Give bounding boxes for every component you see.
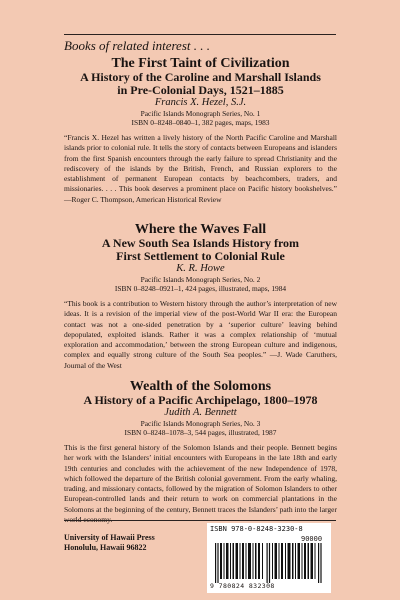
- book-review: This is the first general history of the Solomon Islands and their people. Bennett begins her work with the Islanders’ initial encounters with Europeans in the late 18th and early 19th centuries and concludes with the achievement of the new Independence of 1978, which followed the departure of the British colonial government. From the early whaling, trading, and missionary contacts, followed by the migration of Solomon Islanders to other European-controlled lands and their return to work on commercial plantations in the Solomons at the beginning of the century, Bennett traces the Islanders’ path into the larger: [64, 443, 337, 514]
- barcode-price-code: 90000: [301, 535, 323, 543]
- book-review: “This book is a contribution to Western history through the author’s interpretation of new ideas. It is a revision of the imperial view of the post-World War II era: the European contact was not a one-sided penetration by a ‘superior culture’ leaving behind depopulated, exploited islands. Rather it was a complex relationship of ‘mutual exploration and accommodation,’ between the strong European culture and indigenous, complex and equally strong culture of the South Sea peoples.” —J. Wade Caruthers, Journal of the West: [64, 299, 337, 370]
- book-subtitle: A History of the Caroline and Marshall Islands: [80, 70, 321, 84]
- book-subtitle: First Settlement to Colonial Rule: [116, 249, 285, 263]
- book-title: The First Taint of Civilization: [111, 56, 290, 71]
- book-title: Wealth of the Solomons: [129, 379, 272, 394]
- book-series: Pacific Islands Monograph Series, No. 2: [140, 275, 261, 284]
- book-subtitle: A History of a Pacific Archipelago, 1800–1978: [83, 393, 318, 407]
- book-author: Francis X. Hezel, S.J.: [154, 97, 247, 108]
- publisher-address: Honolulu, Hawaii 96822: [64, 543, 147, 552]
- book-entry-1: [64, 56, 337, 205]
- book-isbn: ISBN 0–8248–0840–1, 382 pages, maps, 1983: [131, 118, 270, 127]
- book-author: K. R. Howe: [176, 263, 225, 274]
- publisher-name: University of Hawaii Press: [64, 533, 155, 542]
- book-isbn: ISBN 0–8248–0921–1, 424 pages, illustrated, maps, 1984: [114, 284, 287, 293]
- bottom-rule: [64, 520, 336, 521]
- book-subtitle: in Pre-Colonial Days, 1521–1885: [117, 83, 284, 97]
- barcode-bars: [215, 543, 323, 583]
- publisher-info: [64, 533, 155, 553]
- book-series: Pacific Islands Monograph Series, No. 3: [140, 419, 261, 428]
- book-subtitle: A New South Sea Islands History from: [101, 236, 300, 250]
- book-series: Pacific Islands Monograph Series, No. 1: [140, 109, 261, 118]
- book-author: Judith A. Bennett: [164, 407, 237, 418]
- isbn-barcode: [207, 523, 331, 593]
- barcode-digits: 9 780824 832308: [210, 582, 275, 590]
- book-isbn: ISBN 0–8248–1078–3, 544 pages, illustrated, 1987: [124, 428, 277, 437]
- book-title: Where the Waves Fall: [134, 222, 267, 237]
- book-entry-3: [64, 379, 337, 525]
- book-review: “Francis X. Hezel has written a lively history of the North Pacific Caroline and Marshall islands prior to colonial rule. It tells the story of contacts between Europeans and islanders from the first Spanish encounters through the early failure to spread Christianity and the rediscovery of the islands by the British, French, and Russian explorers to the establishment of permanent European contacts by beachcombers, traders, and missionaries. . . . This book deserves a prominent place on Pacific history bookshelves.” —Roger C. Thompson, American Historical Review: [64, 133, 337, 204]
- barcode-isbn-label: ISBN 978-0-8248-3230-8: [210, 525, 303, 533]
- top-rule: [64, 34, 336, 35]
- section-heading: Books of related interest . . .: [64, 38, 210, 53]
- book-entry-2: [64, 222, 337, 371]
